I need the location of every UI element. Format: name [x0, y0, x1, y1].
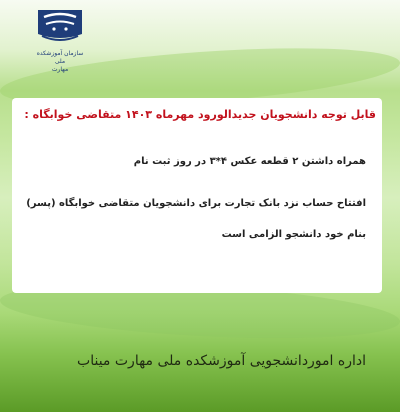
announcement-card: [12, 98, 382, 293]
logo-caption: [34, 50, 86, 73]
logo-caption-line: سازمان آموزشکده ملی: [36, 50, 84, 65]
requirement-photo: همراه داشتن ۲ قطعه عکس ۴*۳ در روز ثبت نام: [133, 156, 366, 167]
requirement-bank-account: افتتاح حساب نزد بانک تجارت برای دانشجویان متقاضی خوابگاه (پسر): [26, 198, 366, 209]
footer-office-name: اداره اموردانشجویی آموزشکده ملی مهارت میناب: [77, 353, 366, 369]
university-logo: [34, 8, 86, 44]
requirement-own-name: بنام خود دانشجو الزامی است: [221, 229, 366, 240]
announcement-headline: قابل توجه دانشجویان جدیدالورود مهرماه ۱۴۰۳ متقاضی خوابگاه :: [24, 108, 376, 121]
logo-caption-line: مهارت: [51, 65, 69, 73]
